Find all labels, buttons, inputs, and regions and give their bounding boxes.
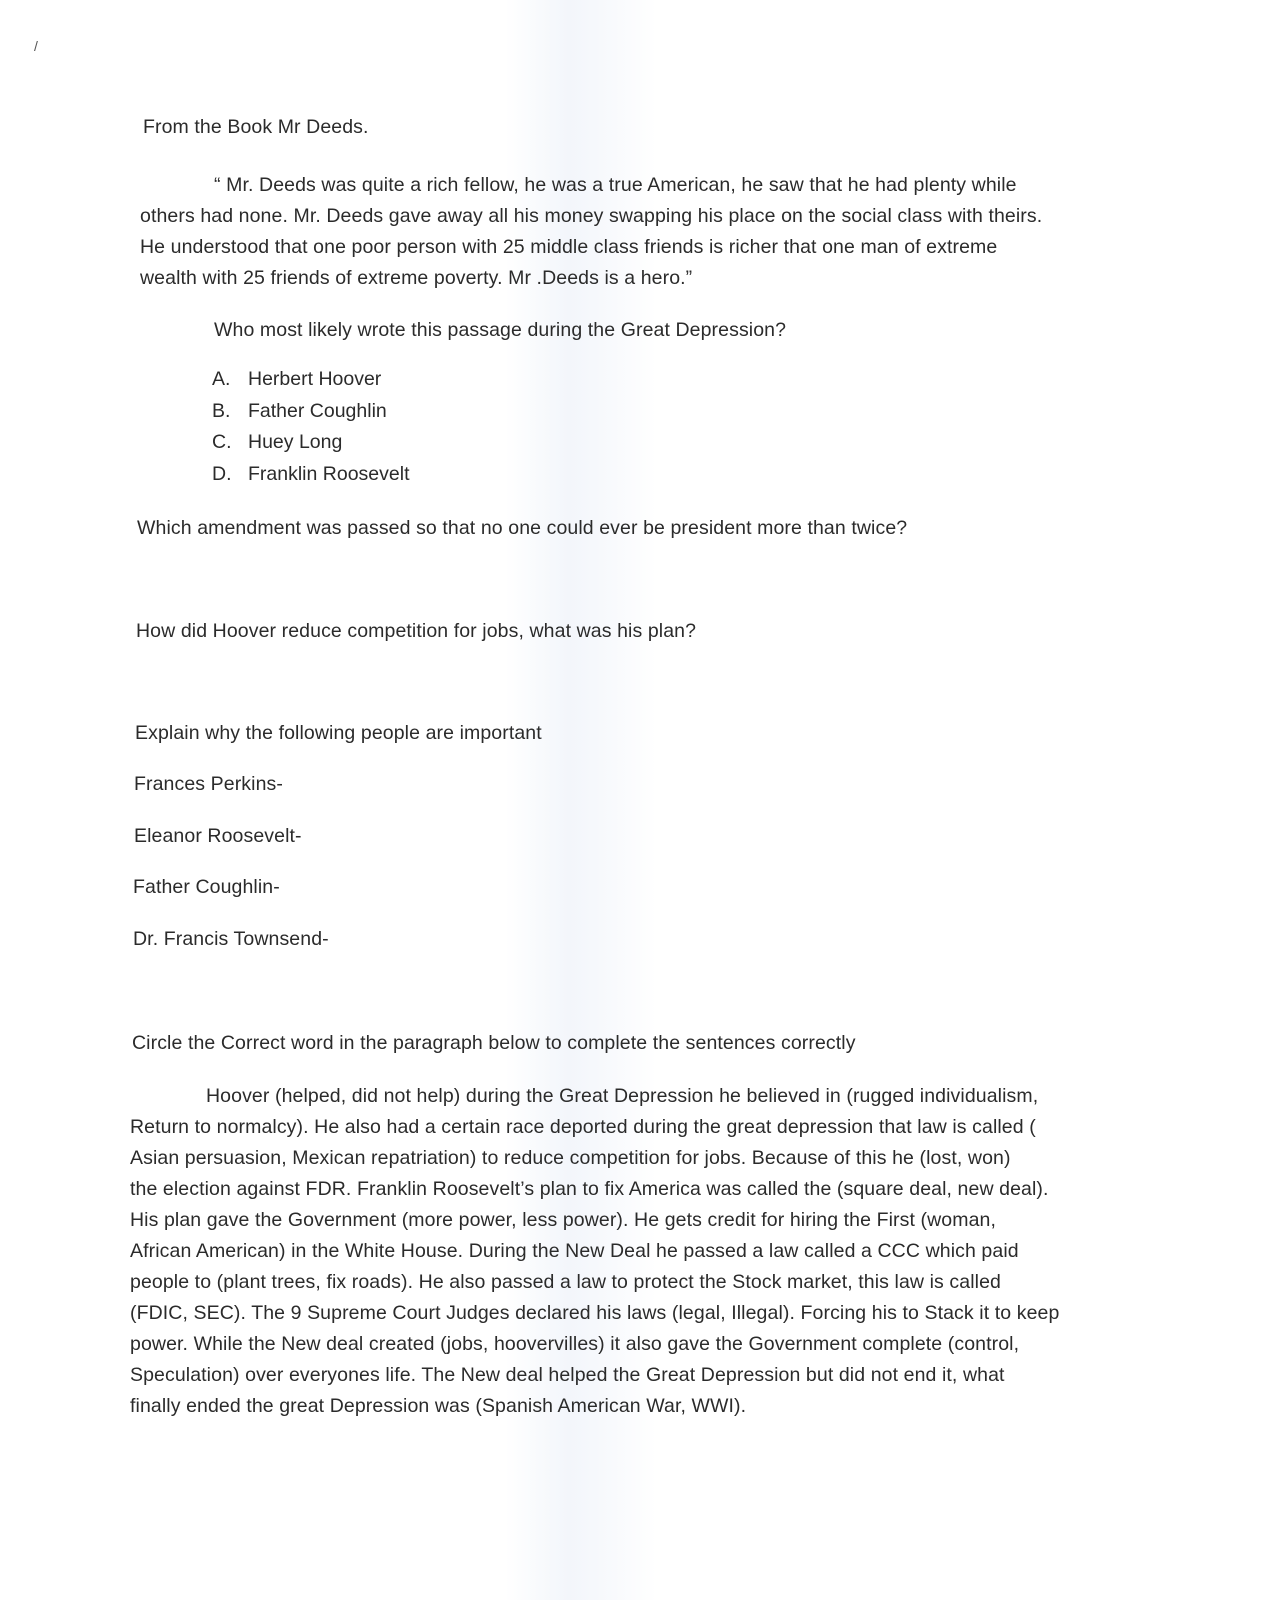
person-perkins: Frances Perkins- bbox=[134, 773, 283, 795]
stray-mark: / bbox=[34, 38, 38, 54]
quote-line: others had none. Mr. Deeds gave away all his money swapping his place on the social class with theirs. bbox=[140, 205, 1043, 227]
paragraph-line: finally ended the great Depression was (Spanish American War, WWI). bbox=[130, 1395, 747, 1417]
choice-letter: B. bbox=[212, 400, 231, 422]
paragraph-line: Asian persuasion, Mexican repatriation) to reduce competition for jobs. Because of this he (lost, won) bbox=[130, 1147, 1011, 1169]
paragraph-line: His plan gave the Government (more power, less power). He gets credit for hiring the First (woman, bbox=[130, 1209, 996, 1231]
question-3: How did Hoover reduce competition for jobs, what was his plan? bbox=[136, 620, 697, 642]
fill-in-paragraph bbox=[130, 1081, 1059, 1422]
choice-d bbox=[212, 459, 409, 490]
choice-text: Huey Long bbox=[248, 431, 343, 453]
choice-text: Franklin Roosevelt bbox=[248, 463, 410, 485]
quote-line: He understood that one poor person with 25 middle class friends is richer that one man of extreme bbox=[140, 236, 998, 258]
quote-passage bbox=[140, 170, 1042, 294]
person-eleanor-roosevelt: Eleanor Roosevelt- bbox=[134, 825, 302, 847]
choice-a bbox=[212, 364, 381, 395]
person-townsend: Dr. Francis Townsend- bbox=[133, 928, 329, 950]
people-prompt: Explain why the following people are important bbox=[135, 722, 542, 744]
circle-instructions: Circle the Correct word in the paragraph below to complete the sentences correctly bbox=[132, 1032, 856, 1054]
choice-letter: A. bbox=[212, 368, 231, 390]
paragraph-line: Hoover (helped, did not help) during the Great Depression he believed in (rugged individualism, bbox=[206, 1085, 1039, 1107]
person-father-coughlin: Father Coughlin- bbox=[133, 876, 280, 898]
quote-line: wealth with 25 friends of extreme poverty. Mr .Deeds is a hero.” bbox=[140, 267, 693, 289]
choice-text: Father Coughlin bbox=[248, 400, 387, 422]
paragraph-line: African American) in the White House. During the New Deal he passed a law called a CCC which paid bbox=[130, 1240, 1019, 1262]
paragraph-line: power. While the New deal created (jobs, hoovervilles) it also gave the Government complete (control, bbox=[130, 1333, 1020, 1355]
source-line: From the Book Mr Deeds. bbox=[143, 116, 369, 138]
choice-letter: C. bbox=[212, 431, 232, 453]
question-2: Which amendment was passed so that no one could ever be president more than twice? bbox=[137, 517, 908, 539]
question-1: Who most likely wrote this passage during the Great Depression? bbox=[214, 319, 787, 341]
paragraph-line: people to (plant trees, fix roads). He also passed a law to protect the Stock market, this law is called bbox=[130, 1271, 1001, 1293]
choice-letter: D. bbox=[212, 463, 232, 485]
choice-text: Herbert Hoover bbox=[248, 368, 382, 390]
quote-line: “ Mr. Deeds was quite a rich fellow, he was a true American, he saw that he had plenty while bbox=[214, 174, 1017, 196]
choice-c bbox=[212, 427, 342, 458]
paragraph-line: Return to normalcy). He also had a certain race deported during the great depression that law is called ( bbox=[130, 1116, 1036, 1138]
paragraph-line: the election against FDR. Franklin Roosevelt’s plan to fix America was called the (square deal, new deal). bbox=[130, 1178, 1049, 1200]
paragraph-line: (FDIC, SEC). The 9 Supreme Court Judges declared his laws (legal, Illegal). Forcing his to Stack it to keep bbox=[130, 1302, 1060, 1324]
choice-b bbox=[212, 396, 387, 427]
paragraph-line: Speculation) over everyones life. The New deal helped the Great Depression but did not end it, what bbox=[130, 1364, 1005, 1386]
